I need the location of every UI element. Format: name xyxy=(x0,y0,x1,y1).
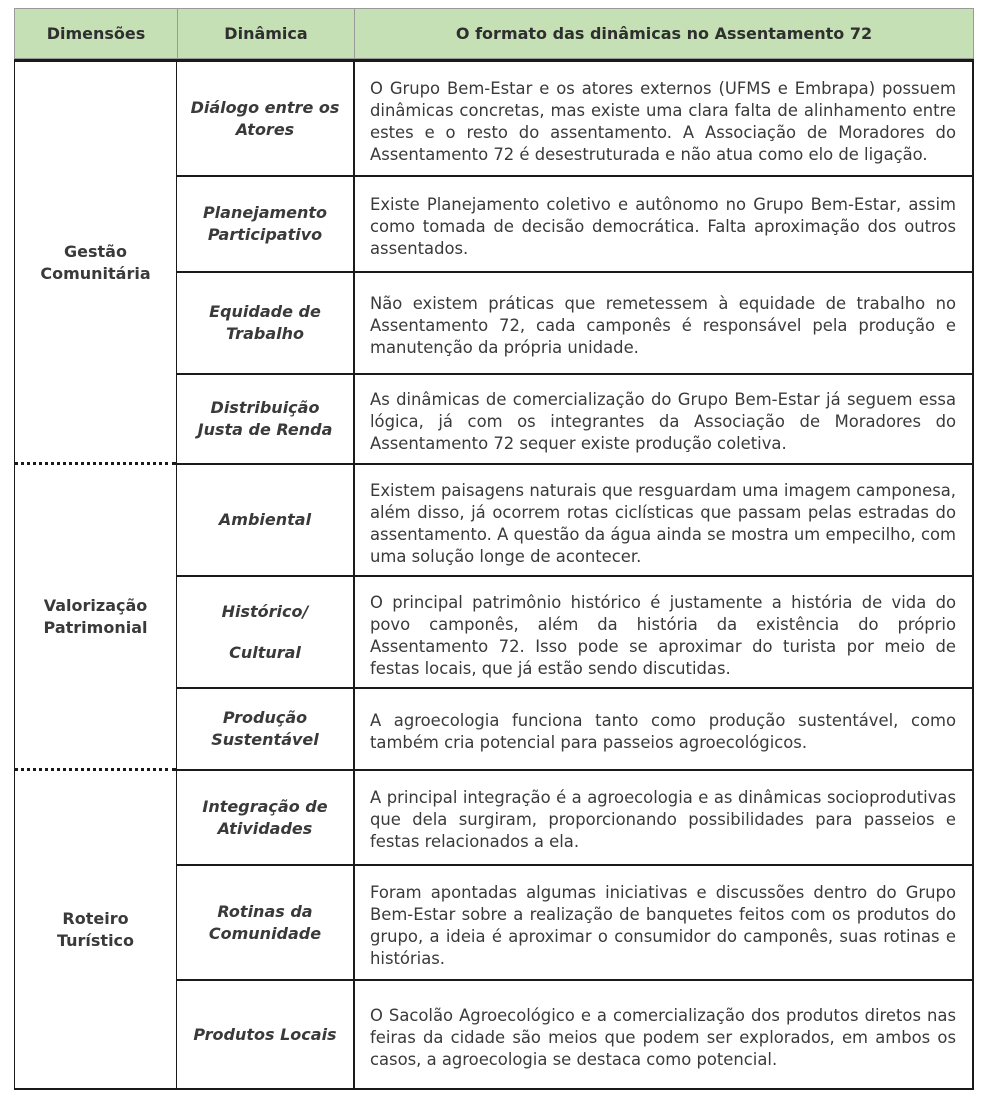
formato-cell: Foram apontadas algumas iniciativas e discussões dentro do Grupo Bem-Estar sobre a realização de banquetes feitos com os produtos do grupo, a ideia é aproximar o consumidor do camponês, suas rotinas e histórias. xyxy=(370,883,956,968)
formato-cell: Existem paisagens naturais que resguardam uma imagem camponesa, além disso, já ocorrem rotas ciclísticas que passam pelas estradas do assentamento. A questão da água ainda se mostra um empecilho, com uma solução longe de acontecer. xyxy=(370,481,956,566)
dinamica-cell: Integração de Atividades xyxy=(202,796,328,838)
formato-cell: A agroecologia funciona tanto como produção sustentável, como também cria potencial para passeios agroecológicos. xyxy=(370,711,956,752)
header-dinamica: Dinâmica xyxy=(224,24,308,43)
formato-cell: Existe Planejamento coletivo e autônomo no Grupo Bem-Estar, assim como tomada de decisão democrática. Falta aproximação dos outros assentados. xyxy=(370,195,956,258)
dinamica-cell: Produtos Locais xyxy=(193,1024,337,1044)
formato-cell: O Grupo Bem-Estar e os atores externos (UFMS e Embrapa) possuem dinâmicas concretas, mas existe uma clara falta de alinhamento entre estes e o resto do assentamento. A Associação de Moradores do Assentamento 72 é desestruturada e não atua como elo de ligação. xyxy=(370,79,956,164)
header-formato: O formato das dinâmicas no Assentamento 72 xyxy=(455,24,873,43)
table-bottom-border xyxy=(14,1088,974,1090)
dinamica-cell: Equidade de Trabalho xyxy=(209,302,321,343)
dinamica-cell: Produção Sustentável xyxy=(211,708,319,749)
dinamica-cell: Diálogo entre os Atores xyxy=(190,97,340,139)
formato-cell: As dinâmicas de comercialização do Grupo Bem-Estar já seguem essa lógica, já com os integrantes da Associação de Moradores do Assentamento 72 sequer existe produção coletiva. xyxy=(370,390,956,453)
dimension-valorizacao-patrimonial: Valorização Patrimonial xyxy=(43,596,148,637)
formato-cell: O principal patrimônio histórico é justamente a história de vida do povo camponês, além da história da existência do próprio Assentamento 72. Isso pode se aproximar do turista por meio de festas locais, que já estão sendo discutidas. xyxy=(370,593,956,678)
dimension-gestao-comunitaria: Gestão Comunitária xyxy=(40,241,151,283)
dinamica-cell: Ambiental xyxy=(218,510,312,529)
dinamica-cell: Rotinas da Comunidade xyxy=(208,901,322,943)
header-dimensoes: Dimensões xyxy=(46,24,146,43)
dimension-roteiro-turistico: Roteiro Turístico xyxy=(56,908,135,950)
dinamica-cell: Planejamento Participativo xyxy=(202,203,328,244)
formato-cell: Não existem práticas que remetessem à equidade de trabalho no Assentamento 72, cada camponês é responsável pela produção e manutenção da própria unidade. xyxy=(370,294,956,357)
dinamica-cell: Distribuição Justa de Renda xyxy=(197,398,333,439)
dynamics-table xyxy=(14,8,974,1090)
dinamica-cell: Histórico/ Cultural xyxy=(221,602,309,662)
table-header xyxy=(14,8,974,59)
formato-cell: O Sacolão Agroecológico e a comercialização dos produtos diretos nas feiras da cidade são meios que podem ser explorados, em ambos os casos, a agroecologia se destaca como potencial. xyxy=(370,1006,956,1069)
formato-cell: A principal integração é a agroecologia e as dinâmicas socioprodutivas que dela surgiram, proporcionando possibilidades para passeios e festas relacionados a ela. xyxy=(370,788,956,851)
